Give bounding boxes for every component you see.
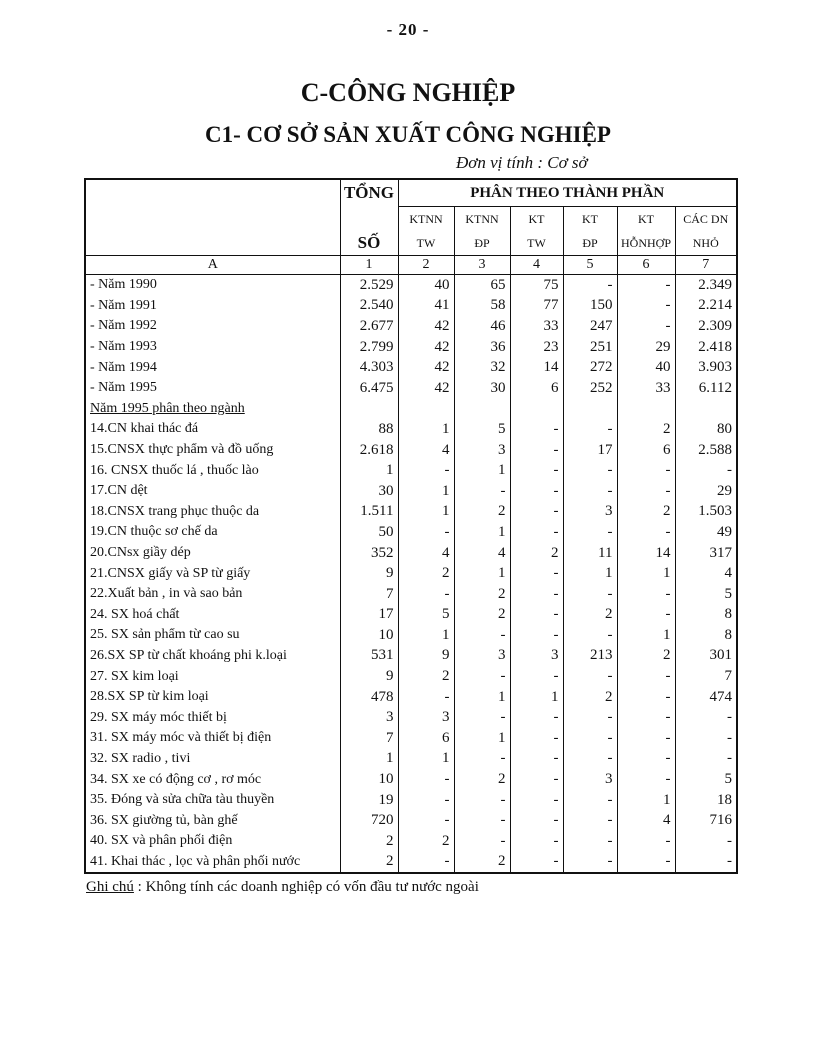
table-row xyxy=(85,728,737,749)
table-cell: 1 xyxy=(454,522,510,543)
row-label: 31. SX máy móc và thiết bị điện xyxy=(85,728,340,749)
table-cell: 1 xyxy=(563,563,617,584)
row-label: 41. Khai thác , lọc và phân phối nước xyxy=(85,852,340,874)
table-cell: 42 xyxy=(398,378,454,399)
table-cell: 75 xyxy=(510,275,563,296)
table-cell: - xyxy=(617,481,675,502)
table-cell: - xyxy=(510,666,563,687)
table-cell: 5 xyxy=(398,605,454,626)
table-cell: - xyxy=(617,728,675,749)
table-cell: 58 xyxy=(454,296,510,317)
table-cell: 7 xyxy=(675,666,737,687)
table-row xyxy=(85,481,737,502)
table-row xyxy=(85,296,737,317)
table-cell: 2 xyxy=(617,646,675,667)
table-cell: 30 xyxy=(340,481,398,502)
table-cell: 3 xyxy=(510,646,563,667)
row-label: 17.CN dệt xyxy=(85,481,340,502)
table-cell: 33 xyxy=(510,316,563,337)
table-row xyxy=(85,687,737,708)
table-cell: 4 xyxy=(398,543,454,564)
row-label: 22.Xuất bản , in và sao bản xyxy=(85,584,340,605)
table-cell: 2 xyxy=(398,666,454,687)
table-cell xyxy=(454,399,510,420)
table-cell: 478 xyxy=(340,687,398,708)
table-cell: 46 xyxy=(454,316,510,337)
table-cell: - xyxy=(398,460,454,481)
row-label: 36. SX giường tủ, bàn ghế xyxy=(85,810,340,831)
table-cell: 17 xyxy=(563,440,617,461)
table-row xyxy=(85,522,737,543)
table-cell: 2.349 xyxy=(675,275,737,296)
table-cell: 301 xyxy=(675,646,737,667)
table-cell: - xyxy=(563,749,617,770)
col-header: CÁC DN xyxy=(675,207,737,232)
table-cell: - xyxy=(675,707,737,728)
table-cell: 2 xyxy=(563,687,617,708)
footnote-text: : Không tính các doanh nghiệp có vốn đầu tư nước ngoài xyxy=(133,879,479,895)
table-cell: 1 xyxy=(398,481,454,502)
table-cell: - xyxy=(398,852,454,874)
table-cell: 251 xyxy=(563,337,617,358)
table-cell: 4 xyxy=(398,440,454,461)
index-cell: 7 xyxy=(675,256,737,275)
table-cell: 2 xyxy=(454,502,510,523)
table-cell: - xyxy=(510,563,563,584)
table-cell: - xyxy=(398,810,454,831)
table-row xyxy=(85,357,737,378)
table-cell: 2.677 xyxy=(340,316,398,337)
table-cell: 18 xyxy=(675,790,737,811)
table-cell: 2 xyxy=(454,769,510,790)
table-cell: - xyxy=(510,502,563,523)
table-cell: 1 xyxy=(454,687,510,708)
table-row xyxy=(85,440,737,461)
table-cell: 50 xyxy=(340,522,398,543)
table-row xyxy=(85,419,737,440)
footnote xyxy=(86,879,479,896)
table-row xyxy=(85,337,737,358)
index-cell: 1 xyxy=(340,256,398,275)
table-cell: 1 xyxy=(398,502,454,523)
table-cell: 2.418 xyxy=(675,337,737,358)
table-cell: - xyxy=(510,749,563,770)
row-label: 27. SX kim loại xyxy=(85,666,340,687)
table-cell: - xyxy=(675,460,737,481)
table-cell: 2 xyxy=(454,852,510,874)
table-cell: 88 xyxy=(340,419,398,440)
table-cell: 8 xyxy=(675,605,737,626)
table-cell: - xyxy=(617,275,675,296)
table-cell: 40 xyxy=(617,357,675,378)
table-cell: - xyxy=(510,481,563,502)
table-cell: 272 xyxy=(563,357,617,378)
table-cell: 4 xyxy=(617,810,675,831)
table-cell: 2 xyxy=(454,584,510,605)
table-cell: - xyxy=(454,790,510,811)
table-cell xyxy=(398,399,454,420)
table-row xyxy=(85,460,737,481)
table-row xyxy=(85,563,737,584)
table-cell: 3 xyxy=(454,646,510,667)
table-cell: 11 xyxy=(563,543,617,564)
table-cell: 9 xyxy=(340,666,398,687)
row-label: 19.CN thuộc sơ chế da xyxy=(85,522,340,543)
row-label: 35. Đóng và sửa chữa tàu thuyền xyxy=(85,790,340,811)
table-cell: - xyxy=(563,275,617,296)
table-row xyxy=(85,275,737,296)
table-cell: - xyxy=(454,810,510,831)
table-cell: 6.112 xyxy=(675,378,737,399)
table-cell: 317 xyxy=(675,543,737,564)
row-label: 28.SX SP từ kim loại xyxy=(85,687,340,708)
label-header-cell xyxy=(85,179,340,256)
table-cell: 1 xyxy=(617,790,675,811)
table-row xyxy=(85,852,737,874)
table-cell: 23 xyxy=(510,337,563,358)
col-header: KT xyxy=(617,207,675,232)
table-cell: 2.529 xyxy=(340,275,398,296)
table-cell: 2 xyxy=(563,605,617,626)
table-cell: - xyxy=(563,810,617,831)
table-row xyxy=(85,378,737,399)
table-cell: - xyxy=(398,584,454,605)
table-cell: - xyxy=(454,481,510,502)
index-cell: 4 xyxy=(510,256,563,275)
row-label: - Năm 1991 xyxy=(85,296,340,317)
col-header: TW xyxy=(510,231,563,256)
table-cell: - xyxy=(510,460,563,481)
table-cell: 1 xyxy=(454,728,510,749)
table-row xyxy=(85,584,737,605)
row-label: 40. SX và phân phối điện xyxy=(85,831,340,852)
table-cell: 1.511 xyxy=(340,502,398,523)
table-cell: 9 xyxy=(398,646,454,667)
table-cell: 3 xyxy=(563,502,617,523)
table-cell: 32 xyxy=(454,357,510,378)
table-cell: - xyxy=(563,790,617,811)
table-cell: 2.588 xyxy=(675,440,737,461)
table-cell: 7 xyxy=(340,728,398,749)
table-cell: - xyxy=(563,625,617,646)
table-cell: 3 xyxy=(563,769,617,790)
table-cell xyxy=(563,399,617,420)
table-cell xyxy=(340,399,398,420)
section-label: Năm 1995 phân theo ngành xyxy=(85,399,340,420)
table-cell: - xyxy=(617,316,675,337)
index-cell: 6 xyxy=(617,256,675,275)
table-cell xyxy=(510,399,563,420)
table-cell: 1 xyxy=(454,460,510,481)
table-cell: 17 xyxy=(340,605,398,626)
row-label: 32. SX radio , tivi xyxy=(85,749,340,770)
table-cell: - xyxy=(510,707,563,728)
table-cell: - xyxy=(563,481,617,502)
table-cell: 2 xyxy=(510,543,563,564)
table-cell: 2.214 xyxy=(675,296,737,317)
col-header: KT xyxy=(563,207,617,232)
col-header: ĐP xyxy=(454,231,510,256)
table-cell: 1 xyxy=(340,460,398,481)
table-cell: 8 xyxy=(675,625,737,646)
table-cell: 1 xyxy=(454,563,510,584)
table-cell: - xyxy=(454,831,510,852)
table-row xyxy=(85,625,737,646)
table-row xyxy=(85,831,737,852)
table-cell: 2 xyxy=(617,502,675,523)
table-cell: 42 xyxy=(398,337,454,358)
index-cell: 5 xyxy=(563,256,617,275)
table-cell: 49 xyxy=(675,522,737,543)
total-header-line xyxy=(340,207,398,232)
row-label: 15.CNSX thực phẩm và đồ uống xyxy=(85,440,340,461)
row-label: 14.CN khai thác đá xyxy=(85,419,340,440)
table-cell: 29 xyxy=(675,481,737,502)
table-cell: - xyxy=(563,666,617,687)
table-cell: - xyxy=(563,831,617,852)
table-row xyxy=(85,769,737,790)
col-header: NHỎ xyxy=(675,231,737,256)
table-row xyxy=(85,316,737,337)
table-cell: 6.475 xyxy=(340,378,398,399)
row-label: - Năm 1992 xyxy=(85,316,340,337)
index-cell: A xyxy=(85,256,340,275)
table-cell: - xyxy=(563,522,617,543)
unit-label: Đơn vị tính : Cơ sở xyxy=(456,153,588,172)
table-cell: 4 xyxy=(454,543,510,564)
table-cell: - xyxy=(617,831,675,852)
table-cell: 2.799 xyxy=(340,337,398,358)
production-units-table xyxy=(84,178,738,874)
table-cell: 150 xyxy=(563,296,617,317)
table-cell: 7 xyxy=(340,584,398,605)
table-cell xyxy=(617,399,675,420)
table-cell: - xyxy=(398,522,454,543)
total-header: TỔNG xyxy=(340,179,398,207)
table-cell: - xyxy=(617,296,675,317)
table-cell: - xyxy=(563,728,617,749)
table-cell: 10 xyxy=(340,625,398,646)
table-cell: - xyxy=(510,522,563,543)
table-cell: 352 xyxy=(340,543,398,564)
page-title: C-CÔNG NGHIỆP xyxy=(300,78,516,107)
col-header: KT xyxy=(510,207,563,232)
table-row xyxy=(85,605,737,626)
table-cell: 247 xyxy=(563,316,617,337)
group-header: PHÂN THEO THÀNH PHẦN xyxy=(398,179,737,207)
row-label: - Năm 1993 xyxy=(85,337,340,358)
table-cell: 42 xyxy=(398,316,454,337)
table-cell: 2 xyxy=(340,831,398,852)
table-cell: - xyxy=(510,728,563,749)
table-cell: 716 xyxy=(675,810,737,831)
table-cell: 5 xyxy=(454,419,510,440)
table-cell: 2 xyxy=(398,831,454,852)
table-cell: - xyxy=(510,440,563,461)
table-cell: 4 xyxy=(675,563,737,584)
table-cell: 3 xyxy=(398,707,454,728)
table-cell: 2.618 xyxy=(340,440,398,461)
table-cell: 252 xyxy=(563,378,617,399)
table-cell: 42 xyxy=(398,357,454,378)
row-label: 21.CNSX giấy và SP từ giấy xyxy=(85,563,340,584)
table-cell: - xyxy=(454,666,510,687)
row-label: 26.SX SP từ chất khoáng phi k.loại xyxy=(85,646,340,667)
table-cell: 474 xyxy=(675,687,737,708)
page-number: - 20 - xyxy=(386,20,430,39)
table-cell: - xyxy=(617,769,675,790)
col-header: KTNN xyxy=(454,207,510,232)
table-cell: - xyxy=(563,707,617,728)
table-cell: 2 xyxy=(454,605,510,626)
table-cell: - xyxy=(617,584,675,605)
table-cell: 2 xyxy=(398,563,454,584)
table-cell: 33 xyxy=(617,378,675,399)
table-cell: 19 xyxy=(340,790,398,811)
table-cell: 2.309 xyxy=(675,316,737,337)
table-cell: - xyxy=(398,687,454,708)
col-header: HỖNHỢP xyxy=(617,231,675,256)
table-cell: - xyxy=(398,769,454,790)
table-cell: 1 xyxy=(398,625,454,646)
table-cell: - xyxy=(563,460,617,481)
table-cell: - xyxy=(510,852,563,874)
row-label: - Năm 1994 xyxy=(85,357,340,378)
table-body xyxy=(85,275,737,874)
row-label: - Năm 1995 xyxy=(85,378,340,399)
table-cell: - xyxy=(675,831,737,852)
table-cell: 80 xyxy=(675,419,737,440)
table-cell: - xyxy=(617,749,675,770)
total-header-line2: SỐ xyxy=(340,231,398,256)
table-row xyxy=(85,749,737,770)
table-cell: - xyxy=(617,605,675,626)
table-cell: - xyxy=(675,852,737,874)
row-label: 18.CNSX trang phục thuộc da xyxy=(85,502,340,523)
row-label: - Năm 1990 xyxy=(85,275,340,296)
table-cell: 2 xyxy=(617,419,675,440)
table-cell: - xyxy=(675,749,737,770)
table-row xyxy=(85,810,737,831)
footnote-prefix: Ghi chú xyxy=(86,879,134,895)
table-cell: - xyxy=(563,584,617,605)
table-cell: 2 xyxy=(340,852,398,874)
table-cell: 40 xyxy=(398,275,454,296)
table-cell: 3.903 xyxy=(675,357,737,378)
table-cell: - xyxy=(563,419,617,440)
table-cell: 77 xyxy=(510,296,563,317)
table-cell: 5 xyxy=(675,584,737,605)
table-cell: - xyxy=(510,810,563,831)
table-row xyxy=(85,707,737,728)
table-cell: - xyxy=(510,831,563,852)
table-cell: 14 xyxy=(617,543,675,564)
index-cell: 2 xyxy=(398,256,454,275)
table-cell: 3 xyxy=(454,440,510,461)
row-label: 29. SX máy móc thiết bị xyxy=(85,707,340,728)
table-cell: - xyxy=(617,687,675,708)
table-cell: 3 xyxy=(340,707,398,728)
row-label: 20.CNsx giầy dép xyxy=(85,543,340,564)
col-header: ĐP xyxy=(563,231,617,256)
table-row xyxy=(85,502,737,523)
row-label: 25. SX sản phẩm từ cao su xyxy=(85,625,340,646)
table-cell: 14 xyxy=(510,357,563,378)
table-cell: 9 xyxy=(340,563,398,584)
table-cell: 4.303 xyxy=(340,357,398,378)
table-cell: - xyxy=(398,790,454,811)
table-cell: 1 xyxy=(398,749,454,770)
table-cell: 2.540 xyxy=(340,296,398,317)
table-title: C1- CƠ SỞ SẢN XUẤT CÔNG NGHIỆP xyxy=(205,122,611,147)
index-cell: 3 xyxy=(454,256,510,275)
table-cell: 531 xyxy=(340,646,398,667)
table-cell: - xyxy=(510,625,563,646)
table-cell: - xyxy=(510,769,563,790)
table-cell: - xyxy=(454,749,510,770)
table-cell xyxy=(675,399,737,420)
table-cell: - xyxy=(617,460,675,481)
table-cell: - xyxy=(510,605,563,626)
table-cell: - xyxy=(454,707,510,728)
row-label: 24. SX hoá chất xyxy=(85,605,340,626)
table-row xyxy=(85,543,737,564)
table-row xyxy=(85,666,737,687)
table-cell: 1 xyxy=(617,625,675,646)
table-cell: - xyxy=(510,419,563,440)
table-cell: - xyxy=(617,522,675,543)
table-cell: 65 xyxy=(454,275,510,296)
table-row xyxy=(85,790,737,811)
table-row xyxy=(85,646,737,667)
table-cell: 10 xyxy=(340,769,398,790)
col-header: KTNN xyxy=(398,207,454,232)
table-cell: - xyxy=(510,584,563,605)
table-cell: 29 xyxy=(617,337,675,358)
table-cell: 1 xyxy=(398,419,454,440)
table-cell: 720 xyxy=(340,810,398,831)
table-cell: - xyxy=(510,790,563,811)
table-cell: - xyxy=(617,707,675,728)
col-header: TW xyxy=(398,231,454,256)
table-cell: 5 xyxy=(675,769,737,790)
table-cell: 6 xyxy=(617,440,675,461)
table-cell: 6 xyxy=(510,378,563,399)
table-cell: - xyxy=(617,666,675,687)
table-cell: - xyxy=(454,625,510,646)
table-cell: - xyxy=(563,852,617,874)
table-cell: - xyxy=(675,728,737,749)
table-cell: 30 xyxy=(454,378,510,399)
table-cell: 36 xyxy=(454,337,510,358)
row-label: 34. SX xe có động cơ , rơ móc xyxy=(85,769,340,790)
table-cell: 1 xyxy=(510,687,563,708)
table-cell: 1.503 xyxy=(675,502,737,523)
table-cell: 213 xyxy=(563,646,617,667)
row-label: 16. CNSX thuốc lá , thuốc lào xyxy=(85,460,340,481)
table-cell: 41 xyxy=(398,296,454,317)
table-cell: 1 xyxy=(340,749,398,770)
table-cell: 1 xyxy=(617,563,675,584)
table-cell: 6 xyxy=(398,728,454,749)
section-row xyxy=(85,399,737,420)
table-cell: - xyxy=(617,852,675,874)
